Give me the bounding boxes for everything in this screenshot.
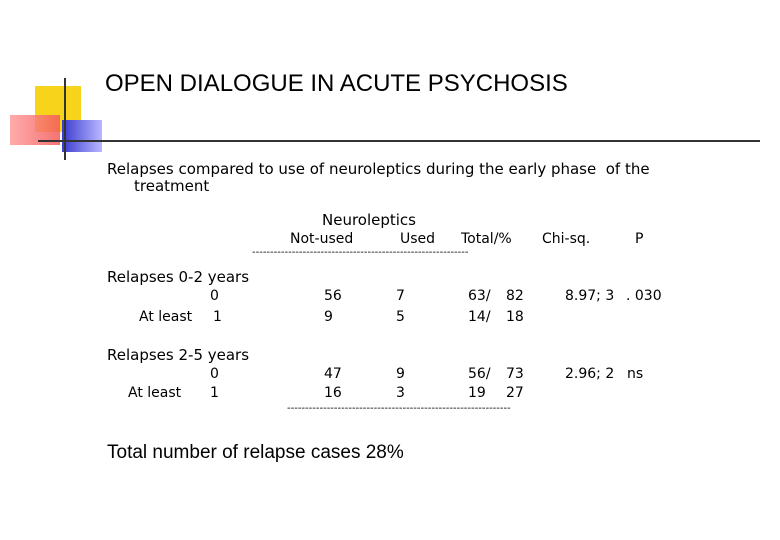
group2-total-a-0: 56/: [468, 366, 491, 382]
total-relapse-cases: Total number of relapse cases 28%: [107, 442, 404, 463]
subtitle-line-2: treatment: [134, 177, 210, 195]
group2-p: ns: [627, 366, 644, 382]
rule-bottom: --------------------------------------------------------------: [287, 403, 511, 414]
group2-row0-label: 0: [210, 366, 219, 382]
group2-not-used-0: 47: [324, 366, 342, 382]
group2-used-0: 9: [396, 366, 405, 382]
group1-total-a-1: 14/: [468, 309, 491, 325]
group1-total-b-0: 82: [506, 288, 524, 304]
header-chi-sq: Chi-sq.: [542, 231, 591, 247]
header-not-used: Not-used: [290, 231, 354, 247]
logo-horizontal-line: [38, 140, 760, 142]
group1-used-1: 5: [396, 309, 405, 325]
logo-blue-square: [62, 120, 102, 152]
group2-row1-label: 1: [210, 385, 219, 401]
group2-chi: 2.96; 2: [565, 366, 615, 382]
logo-vertical-line: [64, 78, 66, 160]
group1-row0-label: 0: [210, 288, 219, 304]
group2-total-b-1: 27: [506, 385, 524, 401]
group2-total-b-0: 73: [506, 366, 524, 382]
group2-not-used-1: 16: [324, 385, 342, 401]
rule-top: ------------------------------------------------------------: [252, 247, 469, 258]
page-title: OPEN DIALOGUE IN ACUTE PSYCHOSIS: [105, 70, 568, 97]
header-p: P: [635, 231, 644, 247]
header-neuroleptics: Neuroleptics: [322, 211, 416, 229]
group1-chi: 8.97; 3: [565, 288, 615, 304]
group1-not-used-0: 56: [324, 288, 342, 304]
group1-not-used-1: 9: [324, 309, 333, 325]
subtitle-line-1: Relapses compared to use of neuroleptics during the early phase of the: [107, 160, 650, 178]
group1-used-0: 7: [396, 288, 405, 304]
header-total: Total/%: [461, 231, 512, 247]
group1-total-b-1: 18: [506, 309, 524, 325]
group2-row1-prefix: At least: [128, 385, 182, 401]
group1-total-a-0: 63/: [468, 288, 491, 304]
group2-used-1: 3: [396, 385, 405, 401]
group1-row1-label: 1: [213, 309, 222, 325]
group2-total-a-1: 19: [468, 385, 486, 401]
group1-label: Relapses 0-2 years: [107, 268, 250, 286]
header-used: Used: [400, 231, 436, 247]
group1-p: . 030: [626, 288, 662, 304]
group2-label: Relapses 2-5 years: [107, 346, 250, 364]
group1-row1-prefix: At least: [139, 309, 193, 325]
